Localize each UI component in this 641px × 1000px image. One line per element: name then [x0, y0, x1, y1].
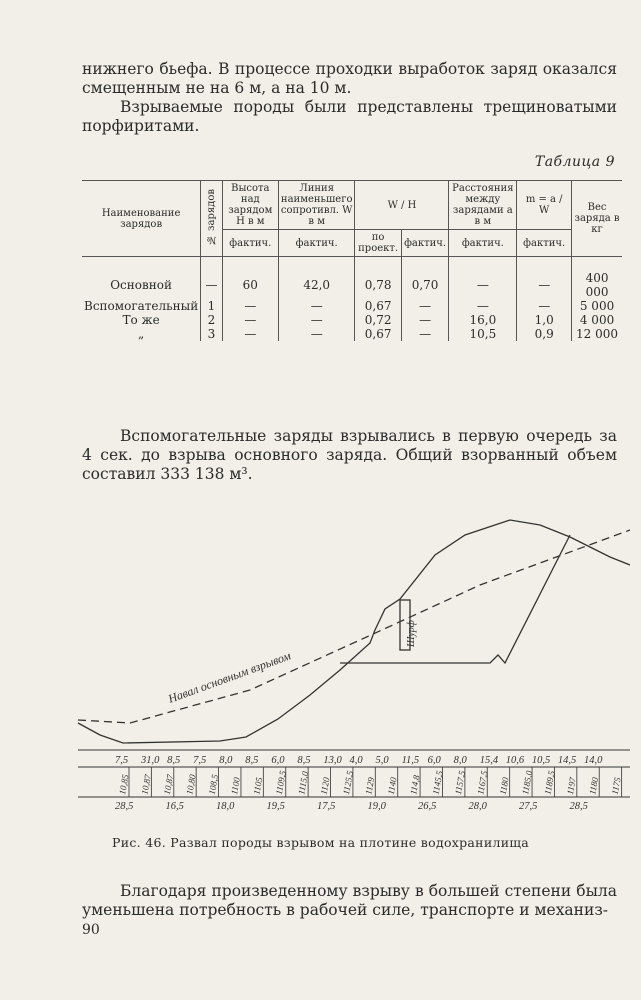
distance-label: 8,5 — [245, 755, 259, 766]
cell: 400 000 — [572, 271, 622, 299]
col-weight-header: Вес заряда в кг — [572, 181, 622, 257]
distance-label: 7,5 — [115, 755, 129, 766]
span-label: 27,5 — [519, 801, 538, 812]
col-height-header: Высота над зарядом H в м — [222, 181, 278, 230]
cell: — — [401, 299, 449, 313]
cell: — — [517, 299, 572, 313]
elevation-label: 1105 — [251, 776, 265, 796]
distance-label: 31,0 — [141, 755, 160, 766]
paragraph-3: Вспомогательные заряды взрывались в первую очередь за 4 сек. до взрыва основного заряда. Общий взорванный объем составил 333 138 м³. — [82, 427, 617, 483]
cell: 2 — [201, 313, 223, 327]
table-row — [82, 327, 622, 341]
rock-pile-profile-figure — [70, 505, 630, 825]
distance-label: 8,5 — [297, 755, 311, 766]
cell: — — [278, 299, 355, 313]
span-label: 28,5 — [115, 801, 134, 812]
cell: — — [401, 327, 449, 341]
m-fact-header: фактич. — [517, 230, 572, 257]
cell: — — [449, 271, 517, 299]
distance-fact-header: фактич. — [449, 230, 517, 257]
distance-label: 4,0 — [349, 755, 363, 766]
col-num-header — [201, 181, 223, 257]
ratio-project-header: по проект. — [355, 230, 401, 257]
elevation-label: 1115,0 — [296, 770, 311, 796]
col-ratio-header: W / H — [355, 181, 449, 230]
distance-label: 8,0 — [219, 755, 233, 766]
elevation-label: 1157,5 — [452, 769, 468, 796]
elevation-label: 1180 — [587, 776, 601, 796]
span-label: 19,0 — [367, 801, 386, 812]
cell: 0,67 — [355, 327, 401, 341]
table-row — [82, 313, 622, 327]
distance-label: 10,6 — [505, 755, 525, 766]
cell: — — [222, 327, 278, 341]
elevation-label: 108,5 — [206, 773, 221, 796]
cell: 60 — [222, 271, 278, 299]
elevation-label: 1185,0 — [520, 769, 535, 796]
cell: — — [222, 299, 278, 313]
elevation-label: 1175 — [609, 776, 623, 796]
cell: 16,0 — [449, 313, 517, 327]
elevation-label: 1129 — [363, 776, 377, 796]
cell: Основной — [110, 278, 172, 292]
ground-profile-line — [78, 520, 630, 743]
cell: 0,9 — [517, 327, 572, 341]
col-m-header: m = a / W — [517, 181, 572, 230]
paragraph-2: Взрываемые породы были представлены трещиноватыми порфиритами. — [82, 98, 617, 135]
elevation-label: 1189,5 — [542, 769, 557, 796]
span-label: 17,5 — [317, 801, 336, 812]
distance-label: 13,0 — [323, 755, 342, 766]
distance-label: 15,4 — [479, 755, 499, 766]
span-label: 28,5 — [569, 801, 588, 812]
distance-label: 14,0 — [583, 755, 603, 766]
cell: — — [201, 271, 223, 299]
distance-label: 5,0 — [375, 755, 389, 766]
elevation-label: 1140 — [385, 776, 399, 796]
cell: Вспомогательный — [84, 299, 199, 313]
distance-label: 8,0 — [453, 755, 467, 766]
distance-label: 8,5 — [167, 755, 181, 766]
table-row — [82, 271, 622, 299]
span-label: 19,5 — [266, 801, 285, 812]
paragraph-1: нижнего бьефа. В процессе проходки выработок заряд оказался смещенным не на 6 м, а на 10 м. — [82, 60, 617, 97]
distance-label: 11,5 — [401, 755, 420, 766]
cell: — — [222, 313, 278, 327]
distance-label: 7,5 — [193, 755, 207, 766]
cell: 0,70 — [401, 271, 449, 299]
figure-caption: Рис. 46. Развал породы взрывом на плотине водохранилища — [112, 835, 529, 850]
elevation-label: 1100 — [229, 776, 242, 796]
cell: 1 — [201, 299, 223, 313]
ratio-fact-header: фактич. — [401, 230, 449, 257]
line-fact-header: фактич. — [278, 230, 355, 257]
cell: 0,72 — [355, 313, 401, 327]
cell: 4 000 — [572, 313, 622, 327]
span-label: 16,5 — [165, 801, 184, 812]
distance-label: 10,5 — [531, 755, 551, 766]
distance-label: 6,0 — [271, 755, 285, 766]
cell: 10,5 — [449, 327, 517, 341]
shaft-label: Шурф — [406, 620, 417, 647]
table-caption: Таблица 9 — [534, 154, 615, 170]
cell: „ — [138, 327, 145, 341]
col-line-header: Линия наименьшего сопротивл. W в м — [278, 181, 355, 230]
cell: 12 000 — [572, 327, 622, 341]
elevation-label: 114,8 — [408, 774, 422, 796]
elevation-label: 1125,5 — [341, 769, 356, 796]
initial-pile-dashed-line — [78, 530, 630, 723]
cell: — — [449, 299, 517, 313]
paragraph-4: Благодаря произведенному взрыву в большей степени была уменьшена потребность в рабочей силе, транспорте и механиз- — [82, 882, 617, 919]
elevation-label: 1109,5 — [273, 769, 288, 796]
elevation-label: 1167,5 — [475, 769, 490, 796]
table-row — [82, 299, 622, 313]
blast-pile-line — [340, 535, 570, 663]
distance-label: 6,0 — [427, 755, 441, 766]
elevation-label: 1145,5 — [430, 769, 445, 796]
cell: — — [278, 313, 355, 327]
span-label: 28,0 — [468, 801, 487, 812]
cell: То же — [122, 313, 160, 327]
cell: — — [401, 313, 449, 327]
cell: 5 000 — [572, 299, 622, 313]
cell: 3 — [201, 327, 223, 341]
elevation-label: 10,85 — [117, 773, 131, 796]
elevation-label: 10,87 — [139, 773, 153, 796]
elevation-label: 1180 — [497, 776, 511, 796]
cell: — — [278, 327, 355, 341]
height-fact-header: фактич. — [222, 230, 278, 257]
col-distance-header: Расстояния между зарядами a в м — [449, 181, 517, 230]
span-label: 26,5 — [418, 801, 437, 812]
cell: — — [517, 271, 572, 299]
elevation-label: 1120 — [318, 776, 332, 796]
elevation-label: 1197 — [564, 776, 578, 796]
charge-table — [82, 180, 622, 341]
cell: 0,78 — [355, 271, 401, 299]
elevation-label: 10,87 — [161, 773, 176, 796]
elevation-label: 10,80 — [184, 773, 198, 796]
cell: 1,0 — [517, 313, 572, 327]
col-name-header: Наименование зарядов — [82, 181, 201, 257]
span-label: 18,0 — [216, 801, 235, 812]
page-number: 90 — [82, 922, 100, 938]
cell: 0,67 — [355, 299, 401, 313]
distance-label: 14,5 — [557, 755, 577, 766]
initial-pile-label: Навал основным взрывом — [166, 648, 293, 706]
cell: 42,0 — [278, 271, 355, 299]
col-num-header-text: № зарядов — [205, 188, 217, 246]
